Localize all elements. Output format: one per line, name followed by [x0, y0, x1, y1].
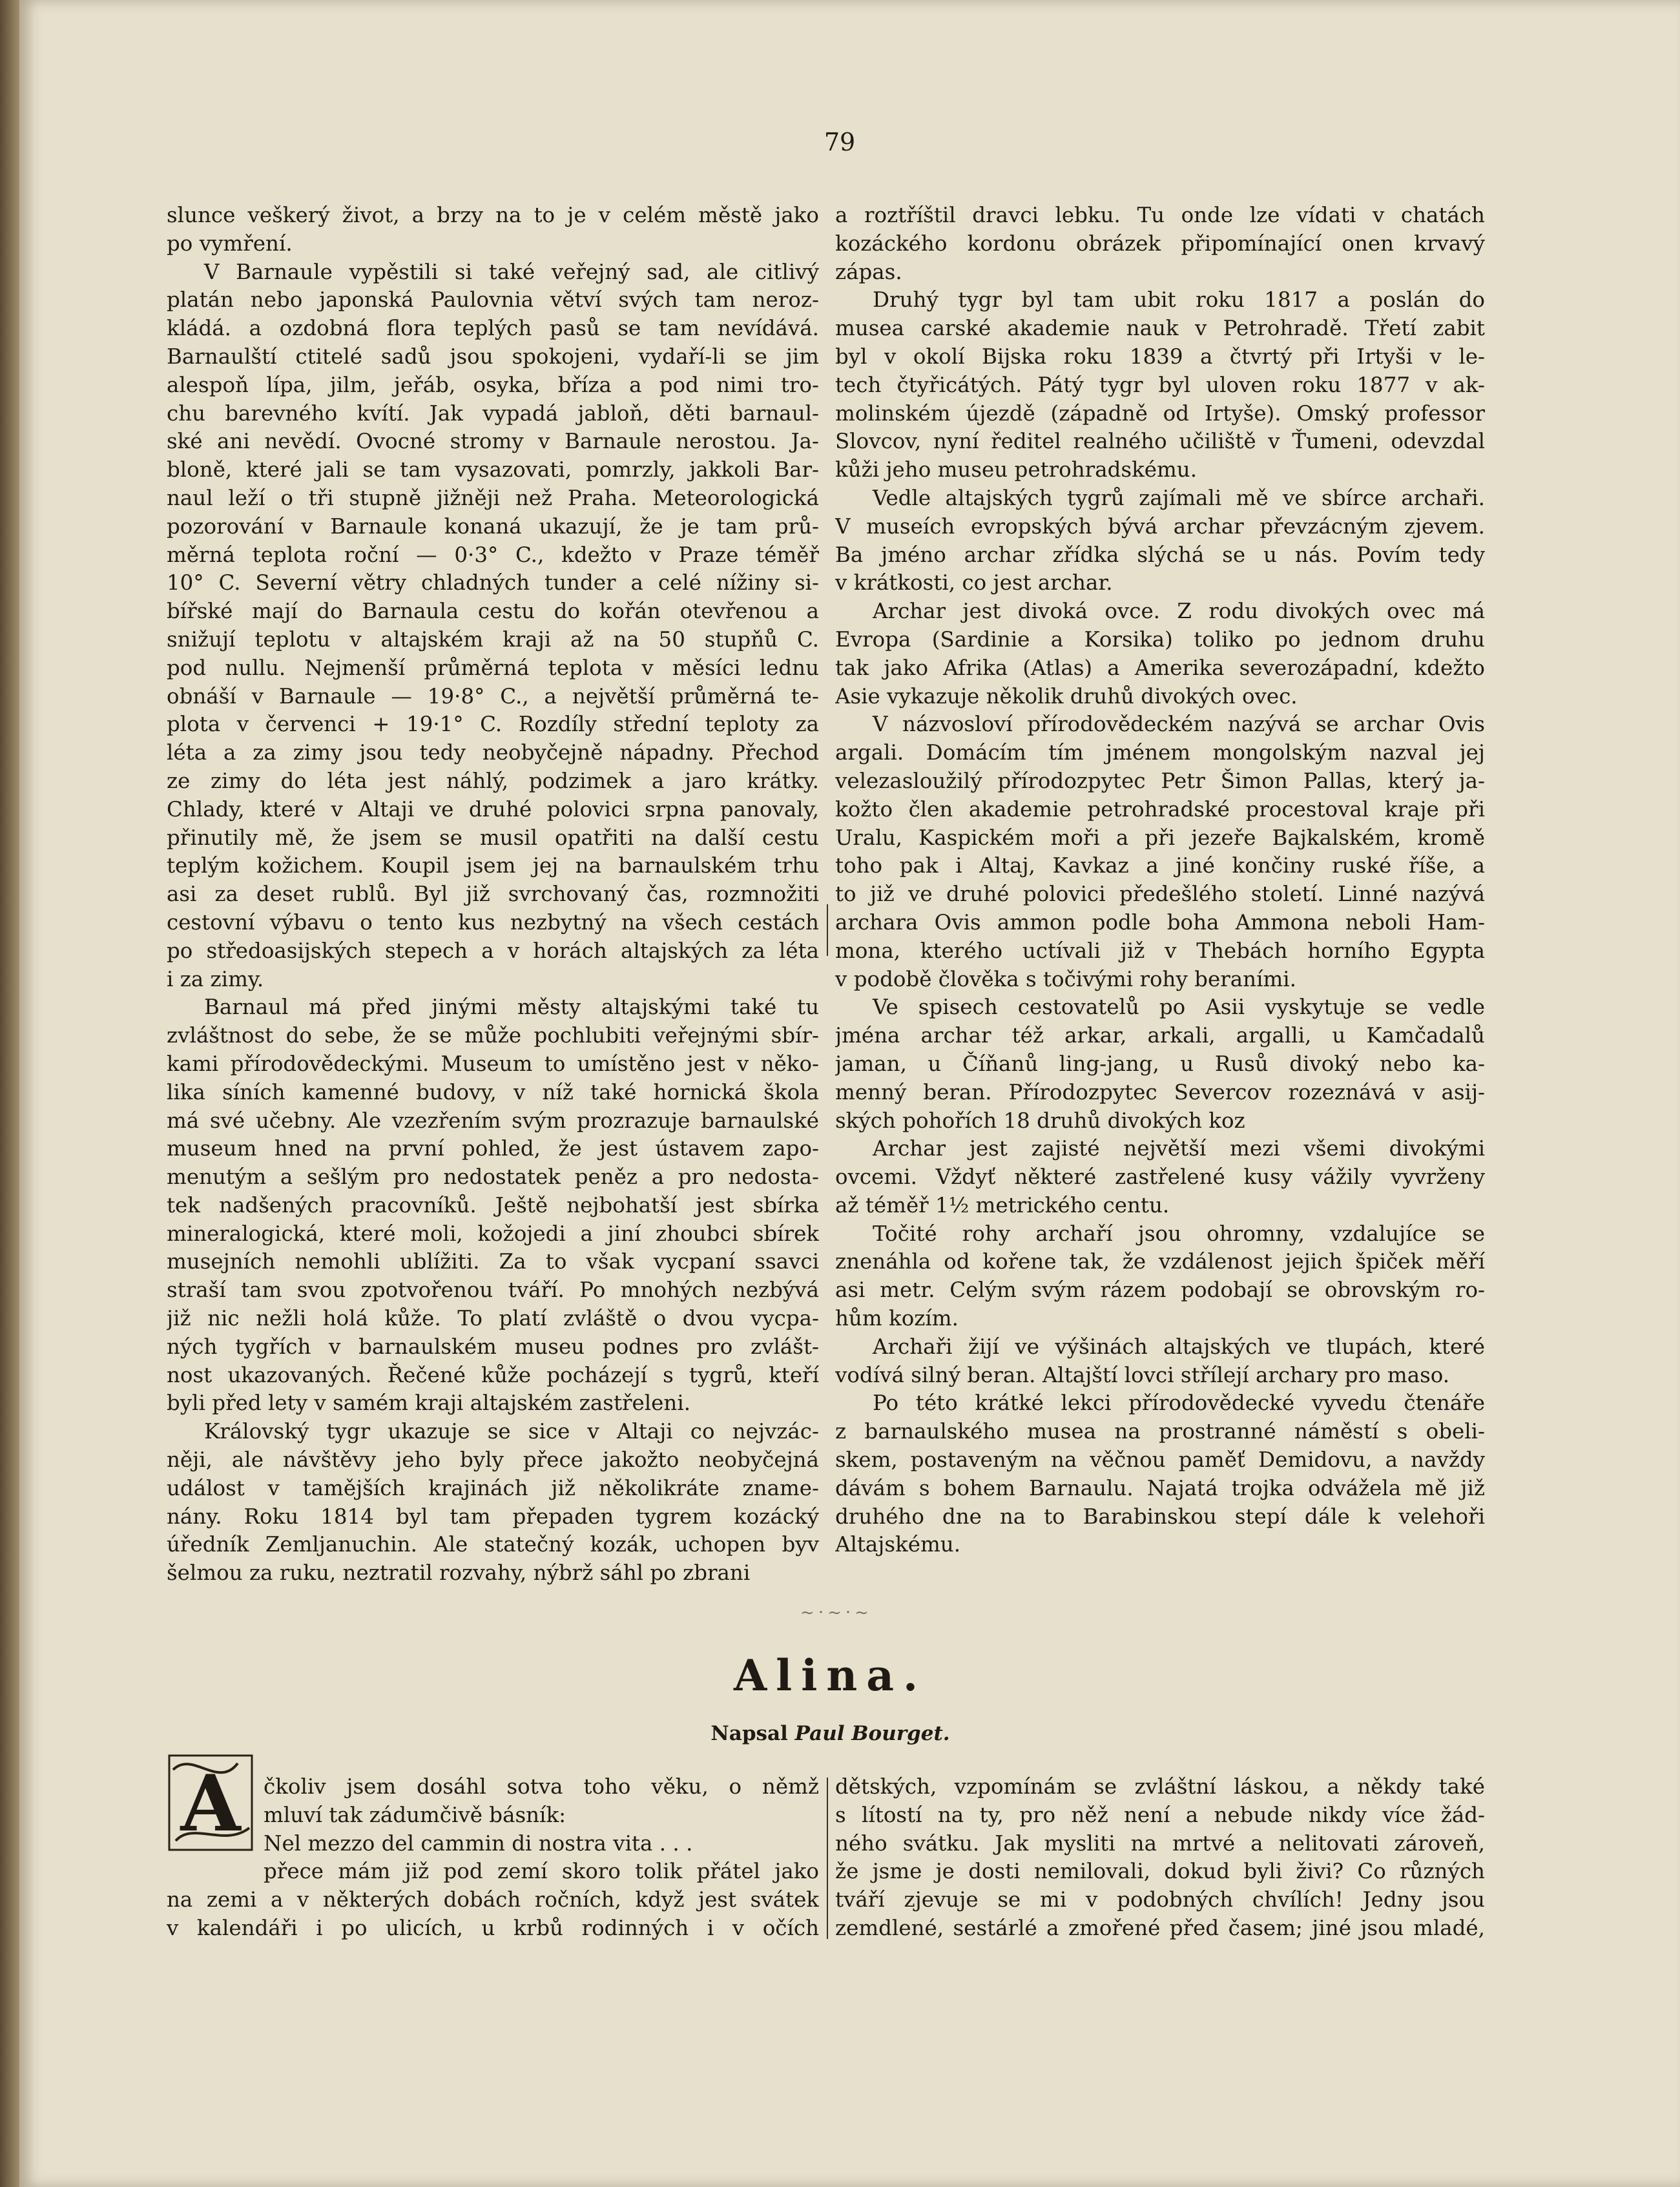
text-line: i za zimy. [167, 966, 264, 991]
text-line: museum hned na první pohled, že jest ústavem zapo- [167, 1136, 819, 1161]
text-line: 10° C. Severní větry chladných tunder a celé nížiny si- [167, 570, 819, 596]
text-line: kozáckého kordonu obrázek připomínající onen krvavý [835, 231, 1485, 256]
text-line: Evropa (Sardinie a Korsika) toliko po jednom druhu [835, 627, 1485, 652]
text-line: ských pohořích 18 druhů divokých koz [835, 1108, 1245, 1133]
text-line: kami přírodovědeckými. Museum to umístěno jest v něko- [167, 1051, 819, 1076]
text-line: musea carské akademie nauk v Petrohradě. Třetí zabit [835, 316, 1485, 341]
text-line: po vymření. [167, 231, 293, 256]
section-ornament: ~·~·~ [800, 1603, 873, 1622]
text-line: Ba jméno archar zřídka slýchá se u nás. Povím tedy [835, 542, 1485, 567]
book-gutter [0, 0, 19, 2187]
text-line: bířské mají do Barnaula cestu do kořán otevřenou a [167, 599, 819, 624]
text-line: velezasloužilý přírodozpytec Petr Šimon Pallas, který ja- [835, 768, 1485, 793]
text-line: tech čtyřicátých. Pátý tygr byl uloven roku 1877 v ak- [835, 372, 1485, 397]
text-line: Slovcov, nyní ředitel realného učiliště v Ťumeni, odevzdal [835, 429, 1485, 454]
text-line: V Barnaule vypěstili si také veřejný sad, ale citlivý [204, 259, 819, 284]
text-line: v podobě člověka s točivými rohy beraními. [835, 966, 1297, 991]
text-line: menný beran. Přírodozpytec Severcov rozeznává v asij- [835, 1079, 1485, 1104]
story-right-column [835, 1773, 1485, 1943]
text-line: druhého dne na to Barabinskou stepí dále k velehoři [835, 1504, 1485, 1529]
text-line: V názvosloví přírodovědeckém nazývá se archar Ovis [873, 712, 1485, 737]
text-line: menutým a sešlým pro nedostatek peněz a pro nedosta- [167, 1165, 819, 1190]
story-left-column [167, 1773, 819, 1943]
text-line: Nel mezzo del cammin di nostra vita . . . [264, 1830, 693, 1856]
text-line: Královský tygr ukazuje se sice v Altaji co nejvzác- [204, 1419, 819, 1444]
text-line: kožto člen akademie petrohradské procestoval kraje při [835, 796, 1485, 822]
text-line: nány. Roku 1814 byl tam přepaden tygrem kozácký [167, 1504, 819, 1529]
text-line: Asie vykazuje několik druhů divokých ovec. [835, 683, 1298, 709]
text-line: měrná teplota roční — 0·3° C., kdežto v Praze téměř [167, 542, 819, 567]
byline-prefix: Napsal [710, 1722, 788, 1745]
text-line: něji, ale návštěvy jeho byly přece jakožto neobyčejná [167, 1447, 819, 1473]
text-line: a roztříštil dravci lebku. Tu onde lze vídati v chatách [835, 203, 1485, 227]
text-line: z barnaulského musea na prostranné náměstí s obeli- [835, 1419, 1485, 1444]
text-line: mineralogická, které moli, kožojedi a jiní zhoubci sbírek [167, 1221, 819, 1246]
text-line: platán nebo japonská Paulovnia větví svých tam neroz- [167, 287, 819, 313]
text-line: šelmou za ruku, neztratil rozvahy, nýbrž sáhl po zbrani [167, 1560, 751, 1586]
text-line: ných tygřích v barnaulském museu podnes pro zvlášt- [167, 1334, 819, 1359]
drop-cap-letter: A [180, 1758, 241, 1849]
page-number: 79 [824, 128, 856, 156]
text-line: asi metr. Celým svým rázem podobají se obrovským ro- [835, 1278, 1485, 1303]
text-line: v kalendáři i po ulicích, u krbů rodinných i v očích [167, 1915, 819, 1940]
text-line: kládá. a ozdobná flora teplých pasů se tam nevídává. [167, 316, 819, 341]
text-line: straší tam svou zpotvořenou tváří. Po mnohých nezbývá [167, 1278, 819, 1303]
text-line: kůži jeho museu petrohradskému. [835, 457, 1198, 482]
text-line: to již ve druhé polovici předešlého století. Linné nazývá [835, 882, 1485, 907]
text-line: vodívá silný beran. Altajští lovci střílejí archary pro maso. [835, 1362, 1450, 1387]
text-line: léta a za zimy jsou tedy neobyčejně nápadny. Přechod [167, 740, 819, 765]
text-line: cestovní výbavu o tento kus nezbytný na všech cestách [167, 909, 819, 935]
text-line: slunce veškerý život, a brzy na to je v celém městě jako [167, 203, 819, 227]
text-line: tek nadšených pracovníků. Ještě nejbohatší jest sbírka [167, 1192, 819, 1218]
text-line: tak jako Afrika (Atlas) a Amerika severozápadní, kdežto [835, 655, 1485, 680]
text-line: zemdlené, sestárlé a zmořené před časem; jiné jsou mladé, [835, 1915, 1485, 1940]
text-line: již nic nežli holá kůže. To platí zvláště o dvou vycpa- [167, 1306, 819, 1331]
text-line: pozorování v Barnaule konaná ukazují, že je tam prů- [167, 513, 819, 539]
text-line: v krátkosti, co jest archar. [835, 570, 1113, 596]
text-line: dětských, vzpomínám se zvláštní láskou, a někdy také [835, 1774, 1485, 1799]
text-line: ovcemi. Vždyť některé zastřelené kusy vážily vyvrženy [835, 1165, 1485, 1190]
text-line: že jsme je dosti nemilovali, dokud byli živi? Co různých [835, 1859, 1485, 1884]
text-line: přece mám již pod zemí skoro tolik přátel jako [264, 1859, 819, 1884]
text-line: Altajskému. [835, 1532, 961, 1557]
text-line: Druhý tygr byl tam ubit roku 1817 a poslán do [873, 287, 1485, 313]
text-line: mona, kterého uctívali již v Thebách horního Egypta [835, 938, 1485, 963]
text-line: toho pak i Altaj, Kavkaz a jiné končiny ruské říše, a [835, 853, 1485, 878]
article-left-column [167, 202, 819, 1588]
text-line: teplým kožichem. Koupil jsem jej na barnaulském trhu [167, 853, 819, 878]
text-line: skem, postaveným na věčnou paměť Demidovu, a navždy [835, 1447, 1485, 1473]
text-line: ze zimy do léta jest náhlý, podzimek a jaro krátky. [167, 768, 819, 793]
text-line: Archaři žijí ve výšinách altajských ve tlupách, které [873, 1334, 1485, 1359]
text-line: znenáhla od kořene tak, že vzdálenost jejich špiček měří [835, 1249, 1485, 1274]
text-line: byl v okolí Bijska roku 1839 a čtvrtý při Irtyši v le- [835, 344, 1485, 369]
text-line: Archar jest divoká ovce. Z rodu divokých ovec má [873, 599, 1485, 624]
text-line: Barnaulští ctitelé sadů jsou spokojeni, vydaří-li se jim [167, 344, 819, 369]
text-line: naul leží o tři stupně jižněji než Praha. Meteorologická [167, 485, 819, 510]
story-byline [0, 1722, 1661, 1745]
text-line: lika síních kamenné budovy, v níž také hornická škola [167, 1079, 819, 1104]
text-line: ské ani nevědí. Ovocné stromy v Barnaule nerostou. Ja- [167, 429, 819, 454]
text-line: čkoliv jsem dosáhl sotva toho věku, o němž [264, 1774, 819, 1799]
text-line: na zemi a v některých dobách ročních, když jest svátek [167, 1887, 819, 1912]
text-line: obnáší v Barnaule — 19·8° C., a největší průměrná te- [167, 683, 819, 709]
story-column-divider [827, 1778, 828, 1939]
text-line: snižují teplotu v altajském kraji až na 50 stupňů C. [167, 627, 819, 652]
text-line: přinutily mě, že jsem se musil opatřiti na další cestu [167, 825, 819, 850]
text-line: Točité rohy archaří jsou ohromny, vzdalujíce se [873, 1221, 1485, 1246]
text-line: V museích evropských bývá archar převzácným zjevem. [835, 513, 1485, 539]
text-line: mluví tak zádumčivě básník: [264, 1802, 566, 1827]
text-line: argali. Domácím tím jménem mongolským nazval jej [835, 740, 1485, 765]
text-line: Archar jest zajisté největší mezi všemi divokými [873, 1136, 1485, 1161]
text-line: zvláštnost do sebe, že se může pochlubiti veřejnými sbír- [167, 1023, 819, 1048]
text-line: s lítostí na ty, pro něž není a nebude nikdy více žád- [835, 1802, 1485, 1827]
text-line: jména archar též arkar, arkali, argalli, u Kamčadalů [835, 1023, 1485, 1048]
text-line: Chlady, které v Altaji ve druhé polovici srpna panovaly, [167, 796, 819, 822]
text-line: Barnaul má před jinými městy altajskými také tu [204, 995, 819, 1020]
text-line: Uralu, Kaspickém moři a při jezeře Bajkalském, kromě [835, 825, 1485, 850]
text-line: plota v červenci + 19·1° C. Rozdíly střední teploty za [167, 712, 819, 737]
text-line: dávám s bohem Barnaulu. Najatá trojka odvážela mě již [835, 1475, 1485, 1500]
text-line: ného svátku. Jak mysliti na mrtvé a nelitovati zároveň, [835, 1830, 1485, 1856]
text-line: asi za deset rublů. Byl již svrchovaný čas, rozmnožiti [167, 882, 819, 907]
text-line: zápas. [835, 259, 902, 284]
text-line: alespoň lípa, jilm, jeřáb, osyka, bříza a pod nimi tro- [167, 372, 819, 397]
byline-author: Paul Bourget. [794, 1722, 950, 1745]
text-line: chu barevného kvítí. Jak vypadá jabloň, děti barnaul- [167, 400, 819, 426]
text-line: až téměř 1½ metrického centu. [835, 1192, 1170, 1218]
article-right-column [835, 202, 1485, 1559]
text-line: molinském újezdě (západně od Irtyše). Omský professor [835, 400, 1485, 426]
story-title: Alina. [733, 1650, 928, 1701]
text-line: Ve spisech cestovatelů po Asii vyskytuje se vedle [873, 995, 1485, 1020]
text-line: událost v tamějších krajinách již několikráte zname- [167, 1475, 819, 1500]
text-line: archara Ovis ammon podle boha Ammona neboli Ham- [835, 909, 1485, 935]
text-line: úředník Zemljanuchin. Ale statečný kozák, uchopen byv [167, 1532, 819, 1557]
text-line: hům kozím. [835, 1306, 959, 1331]
text-line: musejních nemohli ublížiti. Za to však vycpaní ssavci [167, 1249, 819, 1274]
text-line: pod nullu. Nejmenší průměrná teplota v měsíci lednu [167, 655, 819, 680]
text-line: byli před lety v samém kraji altajském zastřeleni. [167, 1391, 691, 1416]
text-line: po středoasijských stepech a v horách altajských za léta [167, 938, 819, 963]
text-line: Po této krátké lekci přírodovědecké vyvedu čtenáře [873, 1391, 1485, 1416]
text-line: má své učebny. Ale vzezřením svým prozrazuje barnaulské [167, 1108, 819, 1133]
text-line: bloně, které jali se tam vysazovati, pomrzly, jakkoli Bar- [167, 457, 819, 482]
text-line: tváří zjevuje se mi v podobných chvílích! Jedny jsou [835, 1887, 1485, 1912]
text-line: Vedle altajských tygrů zajímali mě ve sbírce archaři. [873, 485, 1485, 510]
text-line: jaman, u Číňanů ling-jang, u Rusů divoký nebo ka- [835, 1051, 1485, 1076]
text-line: nost ukazovaných. Řečené kůže pocházejí s tygrů, kteří [167, 1362, 819, 1387]
column-divider [827, 904, 828, 956]
